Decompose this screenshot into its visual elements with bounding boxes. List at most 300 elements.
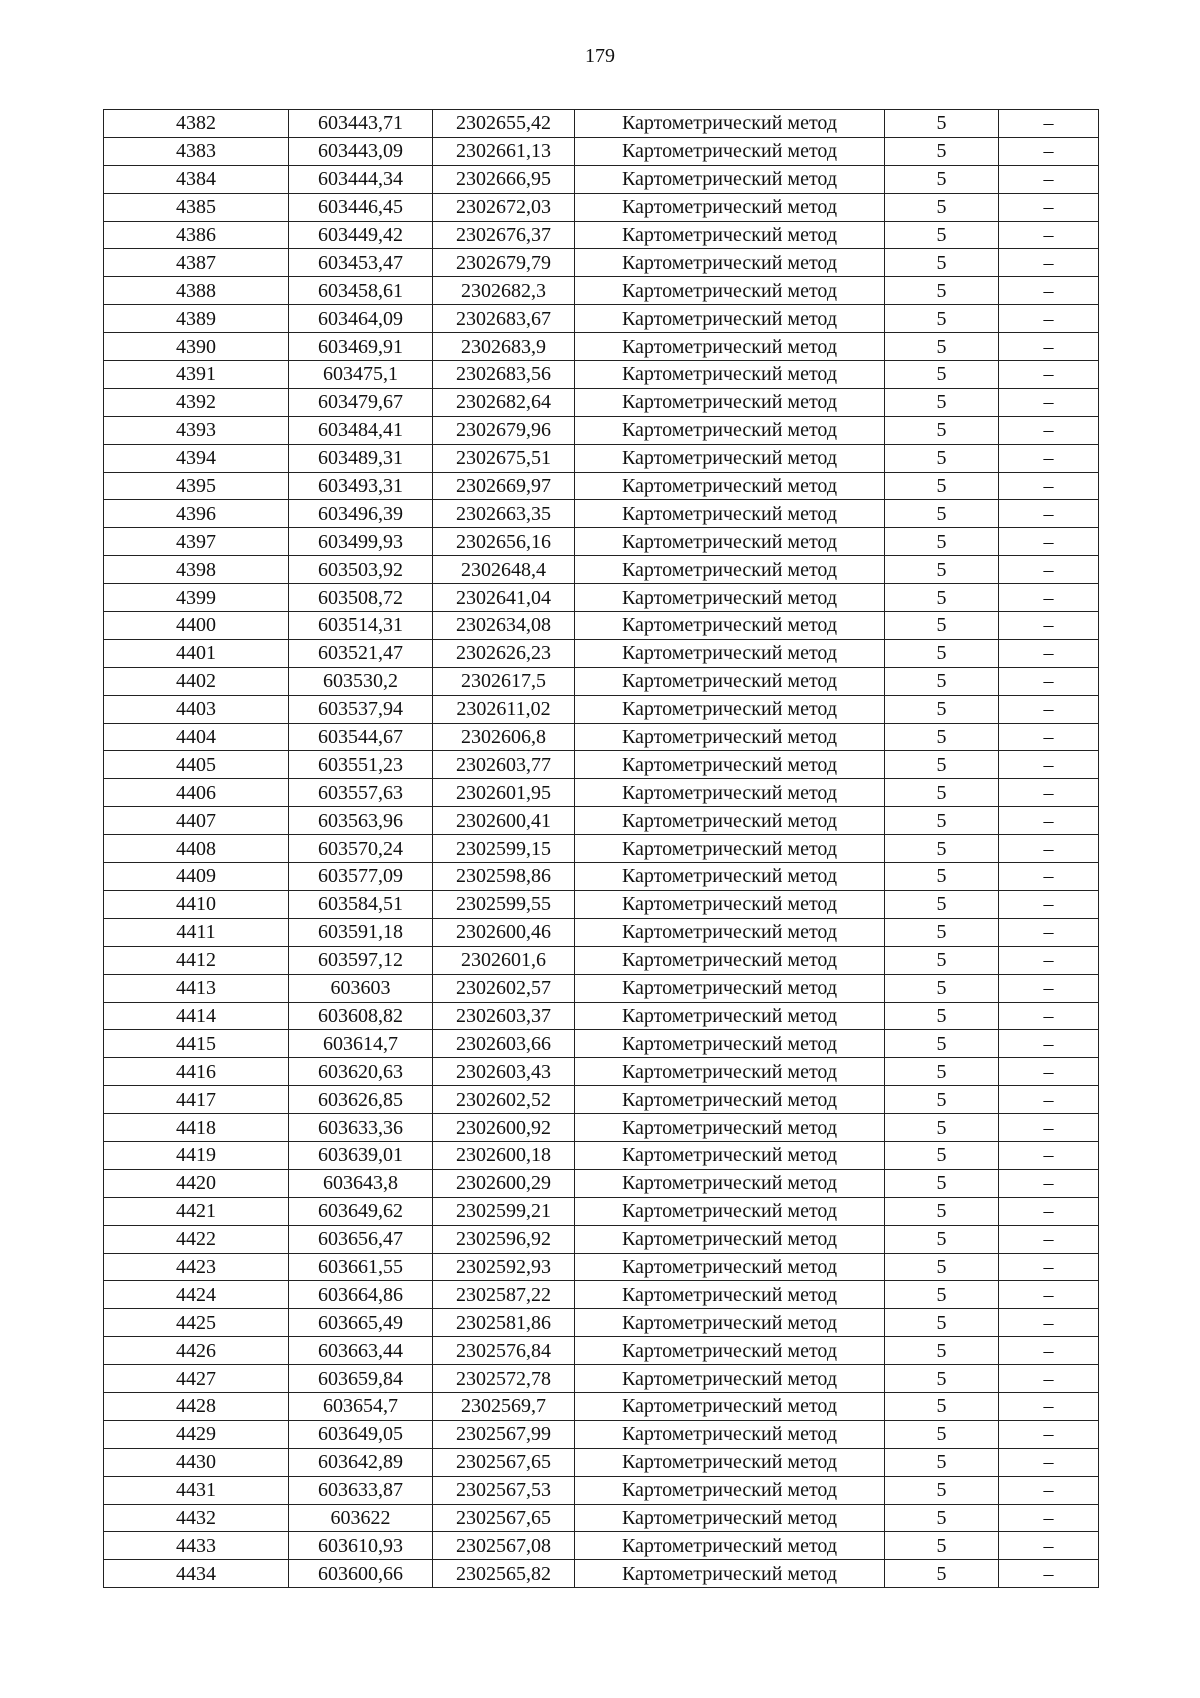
accuracy-cell: 5 [885, 193, 999, 221]
x-coordinate-cell: 603643,8 [289, 1169, 433, 1197]
point-number-cell: 4421 [104, 1197, 289, 1225]
accuracy-cell: 5 [885, 221, 999, 249]
method-cell: Картометрический метод [575, 556, 885, 584]
method-cell: Картометрический метод [575, 1030, 885, 1058]
y-coordinate-cell: 2302679,96 [433, 416, 575, 444]
y-coordinate-cell: 2302600,29 [433, 1169, 575, 1197]
y-coordinate-cell: 2302600,18 [433, 1141, 575, 1169]
y-coordinate-cell: 2302602,52 [433, 1086, 575, 1114]
y-coordinate-cell: 2302663,35 [433, 500, 575, 528]
accuracy-cell: 5 [885, 1253, 999, 1281]
coordinates-table-body [104, 110, 1099, 1588]
method-cell: Картометрический метод [575, 695, 885, 723]
description-cell: – [999, 137, 1099, 165]
method-cell: Картометрический метод [575, 612, 885, 640]
method-cell: Картометрический метод [575, 1365, 885, 1393]
point-number-cell: 4396 [104, 500, 289, 528]
accuracy-cell: 5 [885, 612, 999, 640]
accuracy-cell: 5 [885, 1365, 999, 1393]
x-coordinate-cell: 603446,45 [289, 193, 433, 221]
table-row [104, 305, 1099, 333]
x-coordinate-cell: 603499,93 [289, 528, 433, 556]
table-row [104, 277, 1099, 305]
y-coordinate-cell: 2302603,66 [433, 1030, 575, 1058]
x-coordinate-cell: 603597,12 [289, 946, 433, 974]
x-coordinate-cell: 603664,86 [289, 1281, 433, 1309]
x-coordinate-cell: 603514,31 [289, 612, 433, 640]
point-number-cell: 4390 [104, 333, 289, 361]
method-cell: Картометрический метод [575, 277, 885, 305]
accuracy-cell: 5 [885, 584, 999, 612]
method-cell: Картометрический метод [575, 221, 885, 249]
y-coordinate-cell: 2302672,03 [433, 193, 575, 221]
table-row [104, 584, 1099, 612]
method-cell: Картометрический метод [575, 1309, 885, 1337]
method-cell: Картометрический метод [575, 1141, 885, 1169]
accuracy-cell: 5 [885, 388, 999, 416]
description-cell: – [999, 1337, 1099, 1365]
accuracy-cell: 5 [885, 1448, 999, 1476]
table-row [104, 416, 1099, 444]
point-number-cell: 4425 [104, 1309, 289, 1337]
table-row [104, 612, 1099, 640]
x-coordinate-cell: 603659,84 [289, 1365, 433, 1393]
y-coordinate-cell: 2302599,21 [433, 1197, 575, 1225]
x-coordinate-cell: 603620,63 [289, 1058, 433, 1086]
table-row [104, 890, 1099, 918]
method-cell: Картометрический метод [575, 388, 885, 416]
point-number-cell: 4416 [104, 1058, 289, 1086]
table-row [104, 1114, 1099, 1142]
accuracy-cell: 5 [885, 1281, 999, 1309]
point-number-cell: 4430 [104, 1448, 289, 1476]
point-number-cell: 4404 [104, 723, 289, 751]
point-number-cell: 4406 [104, 779, 289, 807]
description-cell: – [999, 1030, 1099, 1058]
method-cell: Картометрический метод [575, 500, 885, 528]
description-cell: – [999, 1560, 1099, 1588]
x-coordinate-cell: 603665,49 [289, 1309, 433, 1337]
y-coordinate-cell: 2302598,86 [433, 863, 575, 891]
description-cell: – [999, 1365, 1099, 1393]
method-cell: Картометрический метод [575, 918, 885, 946]
y-coordinate-cell: 2302567,65 [433, 1504, 575, 1532]
y-coordinate-cell: 2302683,56 [433, 361, 575, 389]
x-coordinate-cell: 603600,66 [289, 1560, 433, 1588]
accuracy-cell: 5 [885, 639, 999, 667]
point-number-cell: 4383 [104, 137, 289, 165]
x-coordinate-cell: 603493,31 [289, 472, 433, 500]
y-coordinate-cell: 2302567,65 [433, 1448, 575, 1476]
accuracy-cell: 5 [885, 667, 999, 695]
method-cell: Картометрический метод [575, 1169, 885, 1197]
accuracy-cell: 5 [885, 1058, 999, 1086]
method-cell: Картометрический метод [575, 472, 885, 500]
table-row [104, 723, 1099, 751]
table-row [104, 333, 1099, 361]
description-cell: – [999, 1281, 1099, 1309]
point-number-cell: 4433 [104, 1532, 289, 1560]
accuracy-cell: 5 [885, 528, 999, 556]
method-cell: Картометрический метод [575, 1225, 885, 1253]
description-cell: – [999, 1114, 1099, 1142]
x-coordinate-cell: 603551,23 [289, 751, 433, 779]
description-cell: – [999, 110, 1099, 138]
accuracy-cell: 5 [885, 1086, 999, 1114]
table-row [104, 1504, 1099, 1532]
y-coordinate-cell: 2302617,5 [433, 667, 575, 695]
method-cell: Картометрический метод [575, 416, 885, 444]
x-coordinate-cell: 603444,34 [289, 165, 433, 193]
accuracy-cell: 5 [885, 277, 999, 305]
description-cell: – [999, 1197, 1099, 1225]
accuracy-cell: 5 [885, 946, 999, 974]
table-row [104, 1392, 1099, 1420]
y-coordinate-cell: 2302682,3 [433, 277, 575, 305]
method-cell: Картометрический метод [575, 333, 885, 361]
y-coordinate-cell: 2302600,92 [433, 1114, 575, 1142]
description-cell: – [999, 1420, 1099, 1448]
description-cell: – [999, 1392, 1099, 1420]
table-row [104, 1058, 1099, 1086]
method-cell: Картометрический метод [575, 863, 885, 891]
y-coordinate-cell: 2302567,53 [433, 1476, 575, 1504]
method-cell: Картометрический метод [575, 723, 885, 751]
point-number-cell: 4399 [104, 584, 289, 612]
method-cell: Картометрический метод [575, 807, 885, 835]
method-cell: Картометрический метод [575, 751, 885, 779]
method-cell: Картометрический метод [575, 639, 885, 667]
x-coordinate-cell: 603563,96 [289, 807, 433, 835]
point-number-cell: 4409 [104, 863, 289, 891]
description-cell: – [999, 528, 1099, 556]
point-number-cell: 4401 [104, 639, 289, 667]
accuracy-cell: 5 [885, 1392, 999, 1420]
description-cell: – [999, 1504, 1099, 1532]
description-cell: – [999, 584, 1099, 612]
method-cell: Картометрический метод [575, 305, 885, 333]
x-coordinate-cell: 603626,85 [289, 1086, 433, 1114]
accuracy-cell: 5 [885, 556, 999, 584]
table-row [104, 1002, 1099, 1030]
point-number-cell: 4427 [104, 1365, 289, 1393]
y-coordinate-cell: 2302626,23 [433, 639, 575, 667]
y-coordinate-cell: 2302567,99 [433, 1420, 575, 1448]
description-cell: – [999, 500, 1099, 528]
y-coordinate-cell: 2302641,04 [433, 584, 575, 612]
y-coordinate-cell: 2302603,77 [433, 751, 575, 779]
y-coordinate-cell: 2302602,57 [433, 974, 575, 1002]
method-cell: Картометрический метод [575, 137, 885, 165]
table-row [104, 556, 1099, 584]
description-cell: – [999, 946, 1099, 974]
x-coordinate-cell: 603654,7 [289, 1392, 433, 1420]
page-number: 179 [585, 45, 615, 67]
description-cell: – [999, 277, 1099, 305]
method-cell: Картометрический метод [575, 946, 885, 974]
method-cell: Картометрический метод [575, 1086, 885, 1114]
table-row [104, 863, 1099, 891]
x-coordinate-cell: 603584,51 [289, 890, 433, 918]
description-cell: – [999, 779, 1099, 807]
point-number-cell: 4410 [104, 890, 289, 918]
accuracy-cell: 5 [885, 416, 999, 444]
table-row [104, 500, 1099, 528]
x-coordinate-cell: 603591,18 [289, 918, 433, 946]
accuracy-cell: 5 [885, 1337, 999, 1365]
method-cell: Картометрический метод [575, 444, 885, 472]
y-coordinate-cell: 2302587,22 [433, 1281, 575, 1309]
point-number-cell: 4398 [104, 556, 289, 584]
table-row [104, 528, 1099, 556]
description-cell: – [999, 1169, 1099, 1197]
y-coordinate-cell: 2302683,67 [433, 305, 575, 333]
accuracy-cell: 5 [885, 1476, 999, 1504]
point-number-cell: 4417 [104, 1086, 289, 1114]
x-coordinate-cell: 603479,67 [289, 388, 433, 416]
x-coordinate-cell: 603530,2 [289, 667, 433, 695]
point-number-cell: 4423 [104, 1253, 289, 1281]
description-cell: – [999, 1086, 1099, 1114]
description-cell: – [999, 1253, 1099, 1281]
description-cell: – [999, 472, 1099, 500]
x-coordinate-cell: 603614,7 [289, 1030, 433, 1058]
point-number-cell: 4405 [104, 751, 289, 779]
x-coordinate-cell: 603443,71 [289, 110, 433, 138]
accuracy-cell: 5 [885, 361, 999, 389]
description-cell: – [999, 556, 1099, 584]
description-cell: – [999, 612, 1099, 640]
x-coordinate-cell: 603508,72 [289, 584, 433, 612]
y-coordinate-cell: 2302572,78 [433, 1365, 575, 1393]
y-coordinate-cell: 2302601,95 [433, 779, 575, 807]
x-coordinate-cell: 603633,36 [289, 1114, 433, 1142]
accuracy-cell: 5 [885, 1225, 999, 1253]
table-row [104, 1225, 1099, 1253]
point-number-cell: 4389 [104, 305, 289, 333]
table-row [104, 1337, 1099, 1365]
description-cell: – [999, 1225, 1099, 1253]
accuracy-cell: 5 [885, 110, 999, 138]
table-row [104, 361, 1099, 389]
point-number-cell: 4414 [104, 1002, 289, 1030]
x-coordinate-cell: 603663,44 [289, 1337, 433, 1365]
x-coordinate-cell: 603469,91 [289, 333, 433, 361]
y-coordinate-cell: 2302596,92 [433, 1225, 575, 1253]
x-coordinate-cell: 603557,63 [289, 779, 433, 807]
y-coordinate-cell: 2302592,93 [433, 1253, 575, 1281]
accuracy-cell: 5 [885, 305, 999, 333]
table-row [104, 1030, 1099, 1058]
accuracy-cell: 5 [885, 863, 999, 891]
table-row [104, 444, 1099, 472]
description-cell: – [999, 807, 1099, 835]
point-number-cell: 4386 [104, 221, 289, 249]
table-row [104, 667, 1099, 695]
point-number-cell: 4408 [104, 835, 289, 863]
description-cell: – [999, 974, 1099, 1002]
description-cell: – [999, 333, 1099, 361]
accuracy-cell: 5 [885, 974, 999, 1002]
description-cell: – [999, 863, 1099, 891]
x-coordinate-cell: 603622 [289, 1504, 433, 1532]
description-cell: – [999, 416, 1099, 444]
description-cell: – [999, 667, 1099, 695]
description-cell: – [999, 723, 1099, 751]
method-cell: Картометрический метод [575, 890, 885, 918]
method-cell: Картометрический метод [575, 1197, 885, 1225]
method-cell: Картометрический метод [575, 1281, 885, 1309]
point-number-cell: 4432 [104, 1504, 289, 1532]
point-number-cell: 4392 [104, 388, 289, 416]
y-coordinate-cell: 2302565,82 [433, 1560, 575, 1588]
y-coordinate-cell: 2302600,41 [433, 807, 575, 835]
accuracy-cell: 5 [885, 751, 999, 779]
x-coordinate-cell: 603608,82 [289, 1002, 433, 1030]
accuracy-cell: 5 [885, 1030, 999, 1058]
description-cell: – [999, 1448, 1099, 1476]
x-coordinate-cell: 603484,41 [289, 416, 433, 444]
table-row [104, 1420, 1099, 1448]
y-coordinate-cell: 2302603,37 [433, 1002, 575, 1030]
accuracy-cell: 5 [885, 137, 999, 165]
method-cell: Картометрический метод [575, 193, 885, 221]
table-row [104, 1197, 1099, 1225]
x-coordinate-cell: 603489,31 [289, 444, 433, 472]
point-number-cell: 4420 [104, 1169, 289, 1197]
accuracy-cell: 5 [885, 807, 999, 835]
table-row [104, 918, 1099, 946]
method-cell: Картометрический метод [575, 110, 885, 138]
table-row [104, 1532, 1099, 1560]
description-cell: – [999, 444, 1099, 472]
y-coordinate-cell: 2302599,55 [433, 890, 575, 918]
y-coordinate-cell: 2302683,9 [433, 333, 575, 361]
accuracy-cell: 5 [885, 918, 999, 946]
x-coordinate-cell: 603649,05 [289, 1420, 433, 1448]
description-cell: – [999, 193, 1099, 221]
x-coordinate-cell: 603656,47 [289, 1225, 433, 1253]
accuracy-cell: 5 [885, 695, 999, 723]
accuracy-cell: 5 [885, 249, 999, 277]
table-row [104, 249, 1099, 277]
method-cell: Картометрический метод [575, 1337, 885, 1365]
method-cell: Картометрический метод [575, 249, 885, 277]
description-cell: – [999, 305, 1099, 333]
description-cell: – [999, 1058, 1099, 1086]
table-row [104, 1253, 1099, 1281]
x-coordinate-cell: 603642,89 [289, 1448, 433, 1476]
accuracy-cell: 5 [885, 1504, 999, 1532]
point-number-cell: 4402 [104, 667, 289, 695]
y-coordinate-cell: 2302661,13 [433, 137, 575, 165]
accuracy-cell: 5 [885, 444, 999, 472]
method-cell: Картометрический метод [575, 667, 885, 695]
table-row [104, 388, 1099, 416]
method-cell: Картометрический метод [575, 528, 885, 556]
method-cell: Картометрический метод [575, 1560, 885, 1588]
x-coordinate-cell: 603661,55 [289, 1253, 433, 1281]
point-number-cell: 4397 [104, 528, 289, 556]
x-coordinate-cell: 603639,01 [289, 1141, 433, 1169]
description-cell: – [999, 388, 1099, 416]
x-coordinate-cell: 603610,93 [289, 1532, 433, 1560]
table-row [104, 974, 1099, 1002]
accuracy-cell: 5 [885, 1420, 999, 1448]
description-cell: – [999, 249, 1099, 277]
x-coordinate-cell: 603577,09 [289, 863, 433, 891]
point-number-cell: 4400 [104, 612, 289, 640]
point-number-cell: 4403 [104, 695, 289, 723]
x-coordinate-cell: 603453,47 [289, 249, 433, 277]
point-number-cell: 4412 [104, 946, 289, 974]
y-coordinate-cell: 2302576,84 [433, 1337, 575, 1365]
point-number-cell: 4388 [104, 277, 289, 305]
point-number-cell: 4391 [104, 361, 289, 389]
description-cell: – [999, 1476, 1099, 1504]
point-number-cell: 4429 [104, 1420, 289, 1448]
method-cell: Картометрический метод [575, 835, 885, 863]
description-cell: – [999, 751, 1099, 779]
accuracy-cell: 5 [885, 835, 999, 863]
table-row [104, 1281, 1099, 1309]
x-coordinate-cell: 603503,92 [289, 556, 433, 584]
y-coordinate-cell: 2302600,46 [433, 918, 575, 946]
x-coordinate-cell: 603458,61 [289, 277, 433, 305]
description-cell: – [999, 361, 1099, 389]
y-coordinate-cell: 2302666,95 [433, 165, 575, 193]
accuracy-cell: 5 [885, 890, 999, 918]
method-cell: Картометрический метод [575, 779, 885, 807]
description-cell: – [999, 1141, 1099, 1169]
accuracy-cell: 5 [885, 472, 999, 500]
description-cell: – [999, 1002, 1099, 1030]
method-cell: Картометрический метод [575, 165, 885, 193]
x-coordinate-cell: 603603 [289, 974, 433, 1002]
accuracy-cell: 5 [885, 500, 999, 528]
method-cell: Картометрический метод [575, 1532, 885, 1560]
point-number-cell: 4393 [104, 416, 289, 444]
accuracy-cell: 5 [885, 1560, 999, 1588]
y-coordinate-cell: 2302676,37 [433, 221, 575, 249]
accuracy-cell: 5 [885, 1141, 999, 1169]
point-number-cell: 4384 [104, 165, 289, 193]
table-row [104, 221, 1099, 249]
y-coordinate-cell: 2302611,02 [433, 695, 575, 723]
accuracy-cell: 5 [885, 1532, 999, 1560]
accuracy-cell: 5 [885, 723, 999, 751]
accuracy-cell: 5 [885, 1197, 999, 1225]
method-cell: Картометрический метод [575, 361, 885, 389]
y-coordinate-cell: 2302675,51 [433, 444, 575, 472]
method-cell: Картометрический метод [575, 584, 885, 612]
description-cell: – [999, 1309, 1099, 1337]
table-row [104, 1309, 1099, 1337]
y-coordinate-cell: 2302656,16 [433, 528, 575, 556]
x-coordinate-cell: 603633,87 [289, 1476, 433, 1504]
x-coordinate-cell: 603570,24 [289, 835, 433, 863]
point-number-cell: 4434 [104, 1560, 289, 1588]
accuracy-cell: 5 [885, 1002, 999, 1030]
x-coordinate-cell: 603544,67 [289, 723, 433, 751]
method-cell: Картометрический метод [575, 1420, 885, 1448]
description-cell: – [999, 835, 1099, 863]
point-number-cell: 4394 [104, 444, 289, 472]
table-row [104, 1476, 1099, 1504]
table-row [104, 751, 1099, 779]
description-cell: – [999, 918, 1099, 946]
table-row [104, 1560, 1099, 1588]
